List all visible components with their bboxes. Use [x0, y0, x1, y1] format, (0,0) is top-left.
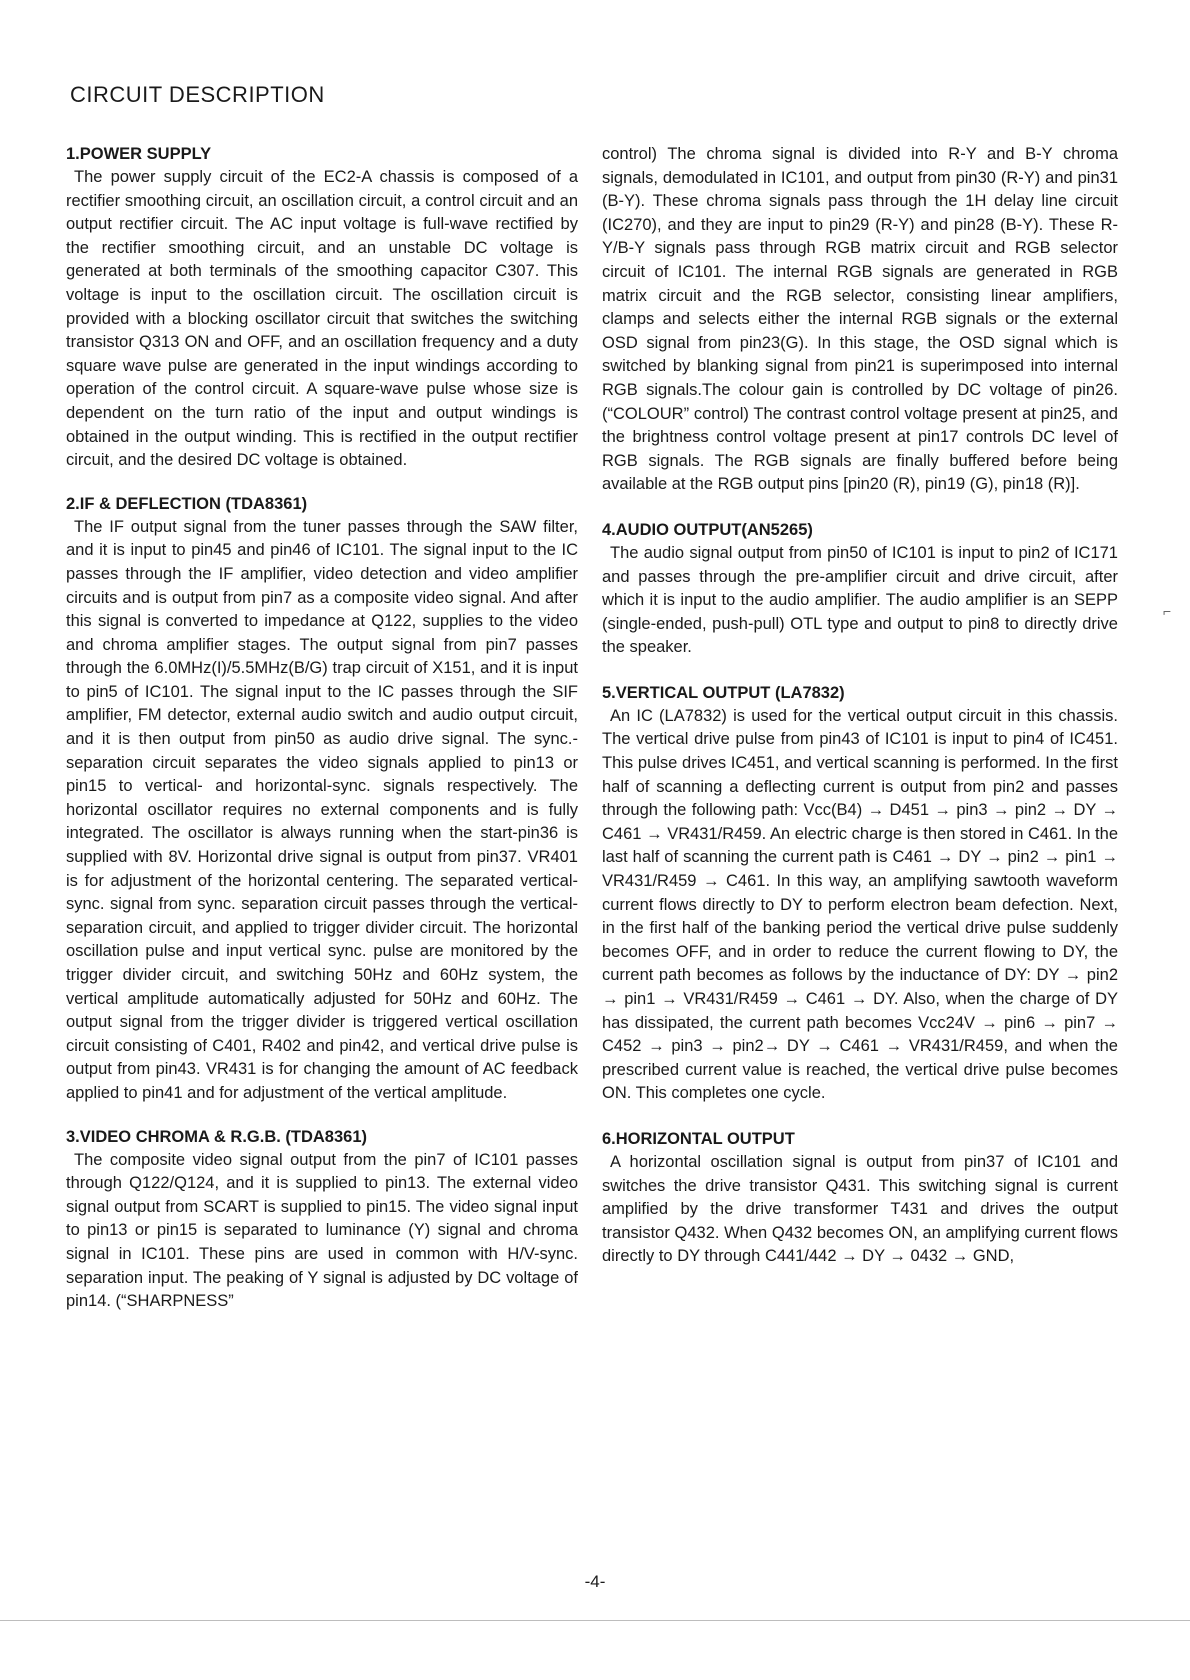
page-number: -4-: [584, 1572, 606, 1591]
section-body: The audio signal output from pin50 of IC101 is input to pin2 of IC171 and passes through the pre-amplifier circuit and drive circuit, after which it is input to the audio amplifier. The audio amplifier is an SEPP (single-ended, push-pull) OTL type and output to pin8 to directly drive the speaker.: [602, 543, 1118, 657]
section-if-deflection: [66, 493, 578, 1106]
margin-scribble-mark: ⌐: [1163, 603, 1172, 619]
section-heading: 5.VERTICAL OUTPUT (LA7832): [602, 683, 845, 702]
section-video-chroma: [66, 1126, 578, 1314]
section-heading: 2.IF & DEFLECTION (TDA8361): [66, 494, 308, 513]
section-heading: 1.POWER SUPPLY: [66, 145, 212, 163]
left-column: [66, 143, 578, 1314]
page-title: CIRCUIT DESCRIPTION: [70, 82, 325, 107]
right-column: [602, 143, 1118, 1269]
section-horizontal-output: [602, 1128, 1118, 1269]
section-body: The IF output signal from the tuner passes through the SAW filter, and it is input to pin45 and pin46 of IC101. The signal input to the IC passes through the IF amplifier, video detection and video amplifier circuits and is output from pin7 as a composite video signal. And after this signal is converted to impedance at Q122, supplies to the video and chroma amplifier stages. The output signal from pin7 passes through the 6.0MHz(I)/5.5MHz(B/G) trap circuit of X151, and it is input to pin5 of IC101. The signal input to the IC passes through the SIF amplifier, FM detector, external audio switch and audio output circuit, and it is then output from pin50 as audio drive signal. The sync.-separation circuit separates the video signals applied to pin13 or pin15 to vertical- and horizontal-sync. signals respectively. The horizontal oscillator requires no external components and is fully integrated. The oscillator is always running when the start-pin36 is supplied with 8V. Horizontal drive signal is output from pin37. VR401 is for adjustment of the horizontal centering. The separated vertical-sync. signal from sync. separation circuit passes through the vertical-separation circuit, and applied to trigger divider circuit. The horizontal oscillation pulse and input vertical sync. pulse are monitored by the trigger divider circuit, and switching 50Hz and 60Hz system, the vertical amplitude automatically adjusted for 50Hz and 60Hz. The output signal from the trigger divider is triggered vertical oscillation circuit consisting of C401, R402 and pin42, and vertical drive pulse is output from pin43. VR431 is for changing the amount of AC feedback applied to pin41 and for adjustment of the vertical amplitude.: [66, 517, 578, 1102]
section-heading: 6.HORIZONTAL OUTPUT: [602, 1129, 795, 1148]
section-heading: 3.VIDEO CHROMA & R.G.B. (TDA8361): [66, 1127, 368, 1146]
footer-divider: [0, 1620, 1190, 1621]
section-power-supply: [66, 143, 578, 473]
section-vertical-output: [602, 682, 1118, 1106]
section-audio-output: [602, 519, 1118, 660]
section-heading: 4.AUDIO OUTPUT(AN5265): [602, 520, 813, 539]
section-body: The power supply circuit of the EC2-A chassis is composed of a rectifier smoothing circuit, an oscillation circuit, a control circuit and an output rectifier circuit. The AC input voltage is full-wave rectified by the rectifier smoothing circuit, and an unstable DC voltage is generated at both terminals of the smoothing capacitor C307. This voltage is input to the oscillation circuit. The oscillation circuit is provided with a blocking oscillator circuit that switches the switching transistor Q313 ON and OFF, and an oscillation frequency and a duty square wave pulse are generated in the input windings according to operation of the control circuit. A square-wave pulse whose size is dependent on the turn ratio of the input and output windings is obtained in the output winding. This is rectified in the output rectifier circuit, and the desired DC voltage is obtained.: [66, 168, 578, 470]
section-body: An IC (LA7832) is used for the vertical output circuit in this chassis. The vertical drive pulse from pin43 of IC101 is input to pin4 of IC451. This pulse drives IC451, and vertical scanning is performed. In the first half of scanning a deflecting current is output from pin2 and passes through the following path: Vcc(B4) → D451 → pin3 → pin2 → DY → C461 → VR431/R459. An electric charge is then stored in C461. In the last half of scanning the current path is C461 → DY → pin2 → pin1 → VR431/R459 → C461. In this way, an amplifying sawtooth waveform current flows directly to DY to perform electron beam defection. Next, in the first half of the banking period the vertical drive pulse suddenly becomes OFF, and in order to reduce the current flowing to DY, the current path becomes as follows by the inductance of DY: DY → pin2 → pin1 → VR431/R459 → C461 → DY. Also, when the charge of DY has dissipated, the current path becomes Vcc24V → pin6 → pin7 → C452 → pin3 → pin2→ DY → C461 → VR431/R459, and when the prescribed current value is reached, the vertical drive pulse becomes ON. This completes one cycle.: [602, 706, 1118, 1103]
section-body: control) The chroma signal is divided into R-Y and B-Y chroma signals, demodulated in IC101, and output from pin30 (R-Y) and pin31 (B-Y). These chroma signals pass through the 1H delay line circuit (IC270), and they are input to pin29 (R-Y) and pin28 (B-Y). These R-Y/B-Y signals pass through RGB matrix circuit and RGB selector circuit of IC101. The internal RGB signals are generated in RGB matrix circuit and the RGB selector, consisting linear amplifiers, clamps and selects either the internal RGB signals or the external OSD signal from pin23(G). In this stage, the OSD signal which is switched by blanking signal from pin21 is superimposed into internal RGB signals.The colour gain is controlled by DC voltage of pin26. (“COLOUR” control) The contrast control voltage present at pin25, and the brightness control voltage present at pin17 controls DC level of RGB signals. The RGB signals are finally buffered before being available at the RGB output pins [pin20 (R), pin19 (G), pin18 (R)].: [602, 145, 1118, 494]
section-video-chroma-continued: [602, 143, 1118, 497]
section-body: A horizontal oscillation signal is output from pin37 of IC101 and switches the drive transistor Q431. This switching signal is current amplified by the drive transformer T431 and drives the output transistor Q432. When Q432 becomes ON, an amplifying current flows directly to DY through C441/442 → DY → 0432 → GND,: [602, 1152, 1118, 1266]
section-body: The composite video signal output from the pin7 of IC101 passes through Q122/Q124, and it is supplied to pin13. The external video signal output from SCART is supplied to pin15. The video signal input to pin13 or pin15 is separated to luminance (Y) signal and chroma signal in IC101. These pins are used in common with H/V-sync. separation input. The peaking of Y signal is adjusted by DC voltage of pin14. (“SHARPNESS”: [66, 1150, 578, 1311]
